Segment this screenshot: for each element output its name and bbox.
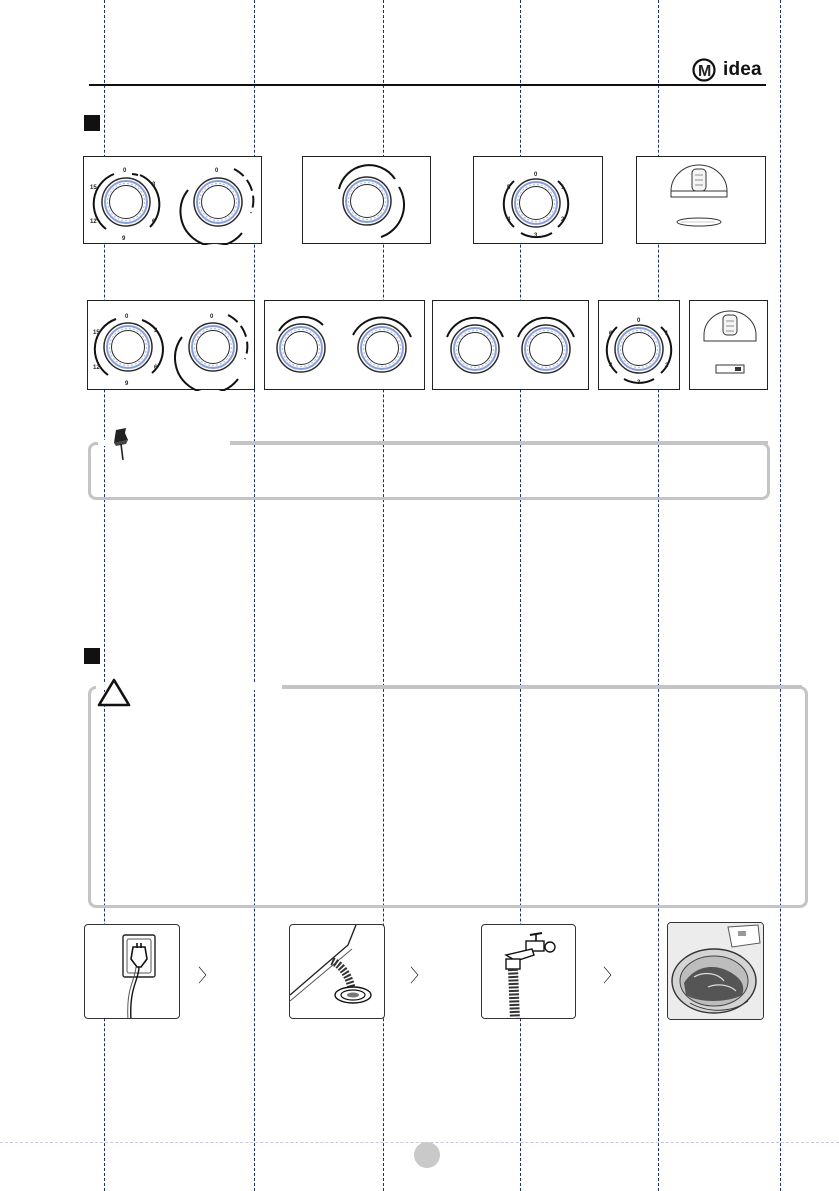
water-tap-icon — [482, 925, 576, 1019]
tick-label: 0 — [215, 168, 219, 174]
tick-label: 3 — [152, 182, 156, 188]
svg-text:M: M — [698, 63, 712, 80]
tick-label: 0 — [637, 318, 641, 324]
laundry-tub-icon — [668, 923, 764, 1020]
note-header-line — [230, 441, 768, 444]
warning-box — [88, 686, 808, 908]
drain-hose-step — [289, 924, 385, 1019]
tick-label: 1 — [561, 185, 565, 191]
tick-label: 15 — [90, 185, 97, 191]
control-panel-7 — [432, 300, 589, 390]
control-panel-5 — [87, 300, 255, 390]
chevron-right-icon: 〉 — [198, 966, 216, 987]
load-laundry-step — [667, 922, 764, 1020]
control-panel-8 — [598, 300, 680, 390]
control-panel-3 — [473, 156, 603, 244]
tick-label: 0 — [123, 168, 127, 174]
section-1-bullet — [84, 115, 100, 131]
tick-label: 4 — [609, 363, 613, 369]
tick-label: 2 — [665, 363, 669, 369]
control-panel-4 — [636, 156, 766, 244]
tick-label: 6 — [154, 365, 158, 371]
tick-label: 3 — [534, 233, 538, 239]
guide-line-6 — [780, 0, 781, 1191]
tick-label: 5 — [507, 185, 511, 191]
tick-label: 9 — [125, 381, 129, 387]
brand-logo-mark-icon — [692, 58, 722, 82]
unplug-power-step — [84, 924, 180, 1019]
tick-label: 12 — [93, 365, 100, 371]
tick-label: 4 — [507, 217, 511, 223]
selector-switch-icon — [690, 301, 769, 391]
header-rule — [89, 84, 766, 86]
control-panel-1 — [83, 156, 262, 244]
warning-header-line — [282, 685, 802, 688]
brand-logo — [692, 58, 762, 82]
tick-label: 12 — [90, 219, 97, 225]
tick-label: 3 — [637, 380, 641, 386]
page-number-badge — [414, 1142, 440, 1168]
water-tap-step — [481, 924, 576, 1019]
control-panel-9 — [689, 300, 768, 390]
section-2-bullet — [84, 648, 100, 664]
power-socket-icon — [85, 925, 180, 1019]
tick-label: 0 — [210, 314, 214, 320]
tick-label: 1 — [665, 331, 669, 337]
tick-label: 3 — [154, 328, 158, 334]
control-panel-2 — [302, 156, 431, 244]
chevron-right-icon: 〉 — [603, 966, 621, 987]
tick-label: 0 — [125, 314, 129, 320]
drain-hose-icon — [290, 925, 385, 1019]
control-panel-6 — [264, 300, 425, 390]
tick-label: 0 — [534, 172, 538, 178]
warning-triangle-icon — [97, 678, 131, 708]
brand-logo-text: idea — [723, 59, 762, 80]
note-box — [88, 442, 770, 500]
tick-label: 6 — [609, 331, 613, 337]
tick-label: 15 — [93, 330, 100, 336]
tick-label: 2 — [561, 217, 565, 223]
chevron-right-icon: 〉 — [410, 966, 428, 987]
selector-button-icon — [637, 157, 767, 245]
pushpin-icon — [108, 426, 134, 462]
tick-label: 6 — [152, 219, 156, 225]
tick-label: 9 — [122, 236, 126, 242]
